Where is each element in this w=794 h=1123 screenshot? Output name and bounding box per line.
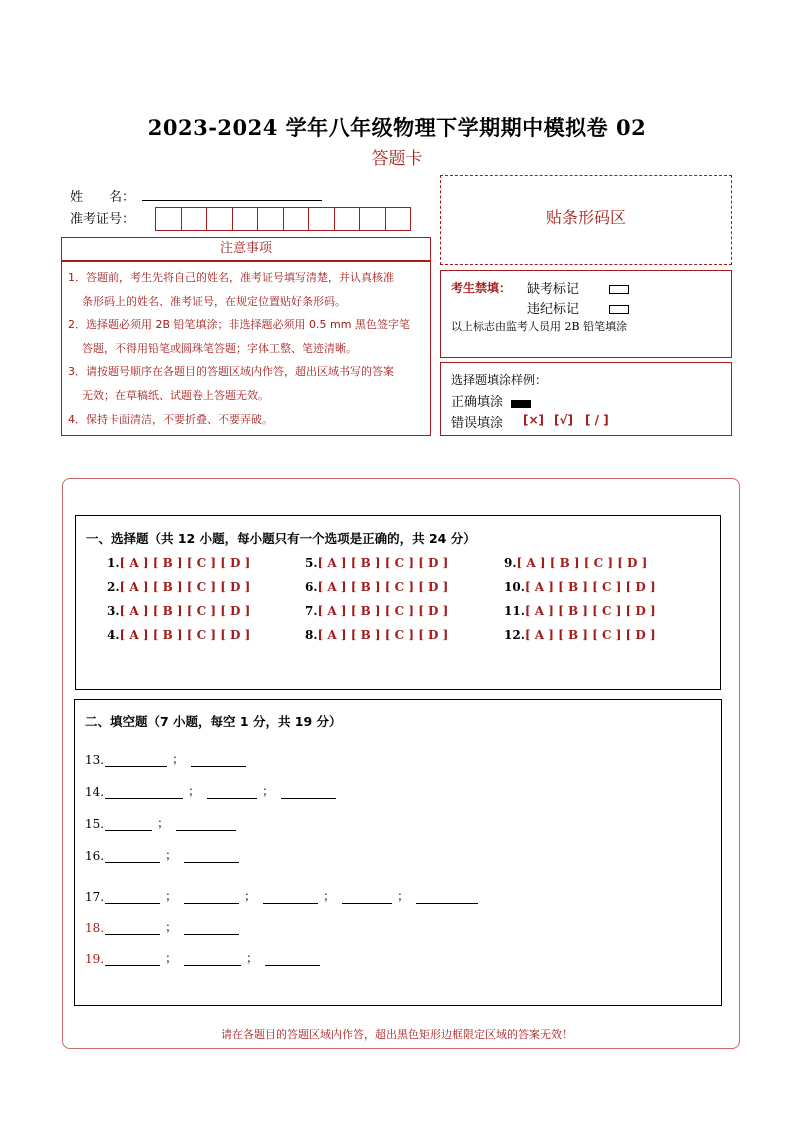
exam-id-digit[interactable] — [232, 207, 259, 231]
answer-blank[interactable] — [105, 755, 167, 767]
answer-blank[interactable] — [184, 892, 239, 904]
question-number: 11. — [504, 604, 525, 618]
answer-options[interactable]: [ A ] [ B ] [ C ] [ D ] — [524, 604, 656, 618]
choice-question[interactable] — [305, 604, 448, 618]
question-number: 2. — [107, 580, 120, 594]
answer-blank[interactable] — [416, 892, 478, 904]
exam-id-digit[interactable] — [334, 207, 361, 231]
answer-options[interactable]: [ A ] [ B ] [ C ] [ D ] — [524, 628, 656, 642]
answer-blank[interactable] — [105, 851, 160, 863]
blank-question — [85, 750, 249, 767]
exam-id-digit[interactable] — [257, 207, 284, 231]
choice-question[interactable] — [107, 628, 250, 642]
answer-blank[interactable] — [281, 787, 336, 799]
question-number: 8. — [305, 628, 318, 642]
blank-separator: ； — [165, 951, 178, 965]
violation-mark-box[interactable] — [609, 299, 629, 318]
exam-id-digit[interactable] — [206, 207, 233, 231]
choice-question[interactable] — [305, 580, 448, 594]
exam-id-digit[interactable] — [181, 207, 208, 231]
absent-label: 缺考标记 — [527, 282, 580, 297]
blank-separator: ； — [244, 889, 257, 903]
blank-separator: ； — [157, 816, 170, 830]
answer-options[interactable]: [ A ] [ B ] [ C ] [ D ] — [317, 604, 449, 618]
name-label: 姓 名： — [70, 190, 136, 205]
choice-question[interactable] — [504, 556, 647, 570]
sample-title: 选择题填涂样例： — [451, 373, 548, 387]
answer-blank[interactable] — [207, 787, 257, 799]
notice-line: 1．答题前，考生先将自己的姓名，准考证号填写清楚，并认真核准 — [68, 271, 394, 284]
answer-blank[interactable] — [191, 755, 246, 767]
notice-line: 条形码上的姓名、准考证号，在规定位置贴好条形码。 — [82, 294, 346, 308]
question-number: 9. — [504, 556, 517, 570]
barcode-area: 贴条形码区 — [440, 175, 732, 265]
blank-separator: ； — [397, 889, 410, 903]
question-number: 19. — [85, 952, 105, 966]
blank-separator: ； — [172, 752, 185, 766]
notice-line: 3．请按题号顺序在各题目的答题区域内作答，超出区域书写的答案 — [68, 365, 394, 379]
question-number: 14. — [85, 785, 105, 799]
question-number: 10. — [504, 580, 525, 594]
answer-options[interactable]: [ A ] [ B ] [ C ] [ D ] — [119, 628, 251, 642]
blank-separator: ； — [165, 848, 178, 862]
blank-question — [85, 846, 242, 863]
question-number: 17. — [85, 890, 105, 904]
exam-id-digit[interactable] — [385, 207, 412, 231]
answer-blank[interactable] — [105, 923, 160, 935]
answer-options[interactable]: [ A ] [ B ] [ C ] [ D ] — [317, 556, 449, 570]
page-title: 2023-2024 学年八年级物理下学期期中模拟卷 02 — [147, 115, 647, 140]
blank-question — [85, 918, 242, 935]
choice-question[interactable] — [504, 604, 656, 618]
notice-line: 答题，不得用铅笔或圆珠笔答题；字体工整、笔迹清晰。 — [82, 341, 357, 355]
answer-options[interactable]: [ A ] [ B ] [ C ] [ D ] — [317, 580, 449, 594]
question-number: 5. — [305, 556, 318, 570]
notice-line: 无效；在草稿纸、试题卷上答题无效。 — [82, 388, 269, 402]
blank-separator: ； — [165, 920, 178, 934]
exam-id-digit[interactable] — [283, 207, 310, 231]
answer-blank[interactable] — [342, 892, 392, 904]
blank-question — [85, 782, 339, 799]
answer-options[interactable]: [ A ] [ B ] [ C ] [ D ] — [119, 556, 251, 570]
question-number: 13. — [85, 753, 105, 767]
choice-question[interactable] — [107, 556, 250, 570]
exam-id-boxes[interactable] — [155, 207, 410, 231]
notice-box — [61, 261, 431, 436]
answer-options[interactable]: [ A ] [ B ] [ C ] [ D ] — [524, 580, 656, 594]
choice-question[interactable] — [305, 556, 448, 570]
notice-heading: 注意事项 — [61, 237, 431, 261]
wrong-fill-label: 错误填涂 — [451, 416, 504, 431]
absent-mark-box[interactable] — [609, 279, 629, 298]
page-subtitle: 答题卡 — [371, 149, 423, 169]
question-number: 1. — [107, 556, 120, 570]
choice-question[interactable] — [305, 628, 448, 642]
choice-question[interactable] — [504, 580, 656, 594]
answer-blank[interactable] — [176, 819, 236, 831]
answer-blank[interactable] — [184, 851, 239, 863]
answer-blank[interactable] — [105, 819, 152, 831]
choice-question[interactable] — [107, 604, 250, 618]
answer-blank[interactable] — [105, 954, 160, 966]
blank-separator: ； — [165, 889, 178, 903]
wrong-mark-3: [ / ] — [585, 413, 609, 427]
question-number: 18. — [85, 921, 105, 935]
ban-note: 以上标志由监考人员用 2B 铅笔填涂 — [451, 320, 628, 333]
question-number: 7. — [305, 604, 318, 618]
exam-id-digit[interactable] — [308, 207, 335, 231]
question-number: 12. — [504, 628, 525, 642]
answer-blank[interactable] — [105, 787, 183, 799]
answer-blank[interactable] — [265, 954, 320, 966]
blank-separator: ； — [246, 951, 259, 965]
blank-question — [85, 887, 481, 904]
answer-options[interactable]: [ A ] [ B ] [ C ] [ D ] — [317, 628, 449, 642]
correct-fill-label: 正确填涂 — [451, 395, 504, 410]
ban-label: 考生禁填： — [451, 281, 512, 295]
section-1-title: 一、选择题（共 12 小题，每小题只有一个选项是正确的，共 24 分） — [86, 531, 476, 546]
notice-line: 4．保持卡面清洁，不要折叠、不要弄破。 — [68, 412, 273, 426]
question-number: 3. — [107, 604, 120, 618]
wrong-mark-1: [×] — [523, 413, 545, 427]
question-number: 16. — [85, 849, 105, 863]
answer-options[interactable]: [ A ] [ B ] [ C ] [ D ] — [119, 604, 251, 618]
answer-options[interactable]: [ A ] [ B ] [ C ] [ D ] — [516, 556, 648, 570]
multiple-choice-section — [75, 515, 721, 690]
question-number: 6. — [305, 580, 318, 594]
blank-question — [85, 949, 323, 966]
exam-id-digit[interactable] — [359, 207, 386, 231]
wrong-mark-2: [√] — [554, 413, 573, 427]
footer-note: 请在各题目的答题区域内作答，超出黑色矩形边框限定区域的答案无效！ — [221, 1028, 573, 1041]
blank-separator: ； — [262, 784, 275, 798]
choice-question[interactable] — [504, 628, 656, 642]
exam-id-digit[interactable] — [155, 207, 182, 231]
exam-id-label: 准考证号： — [70, 212, 136, 227]
fill-blank-section — [74, 699, 722, 1006]
notice-line: 2．选择题必须用 2B 铅笔填涂；非选择题必须用 0.5 mm 黑色签字笔 — [68, 318, 410, 332]
fill-sample-box — [440, 362, 732, 436]
violation-label: 违纪标记 — [527, 302, 580, 317]
blank-separator: ； — [323, 889, 336, 903]
section-2-title: 二、填空题（7 小题，每空 1 分，共 19 分） — [85, 714, 342, 729]
question-number: 15. — [85, 817, 105, 831]
answer-options[interactable]: [ A ] [ B ] [ C ] [ D ] — [119, 580, 251, 594]
answer-blank[interactable] — [184, 954, 241, 966]
choice-question[interactable] — [107, 580, 250, 594]
examiner-only-box — [440, 270, 732, 358]
question-number: 4. — [107, 628, 120, 642]
answer-blank[interactable] — [263, 892, 318, 904]
answer-blank[interactable] — [105, 892, 160, 904]
name-field[interactable] — [142, 200, 322, 201]
blank-separator: ； — [188, 784, 201, 798]
answer-blank[interactable] — [184, 923, 239, 935]
blank-question — [85, 814, 239, 831]
correct-fill-mark — [511, 393, 531, 412]
